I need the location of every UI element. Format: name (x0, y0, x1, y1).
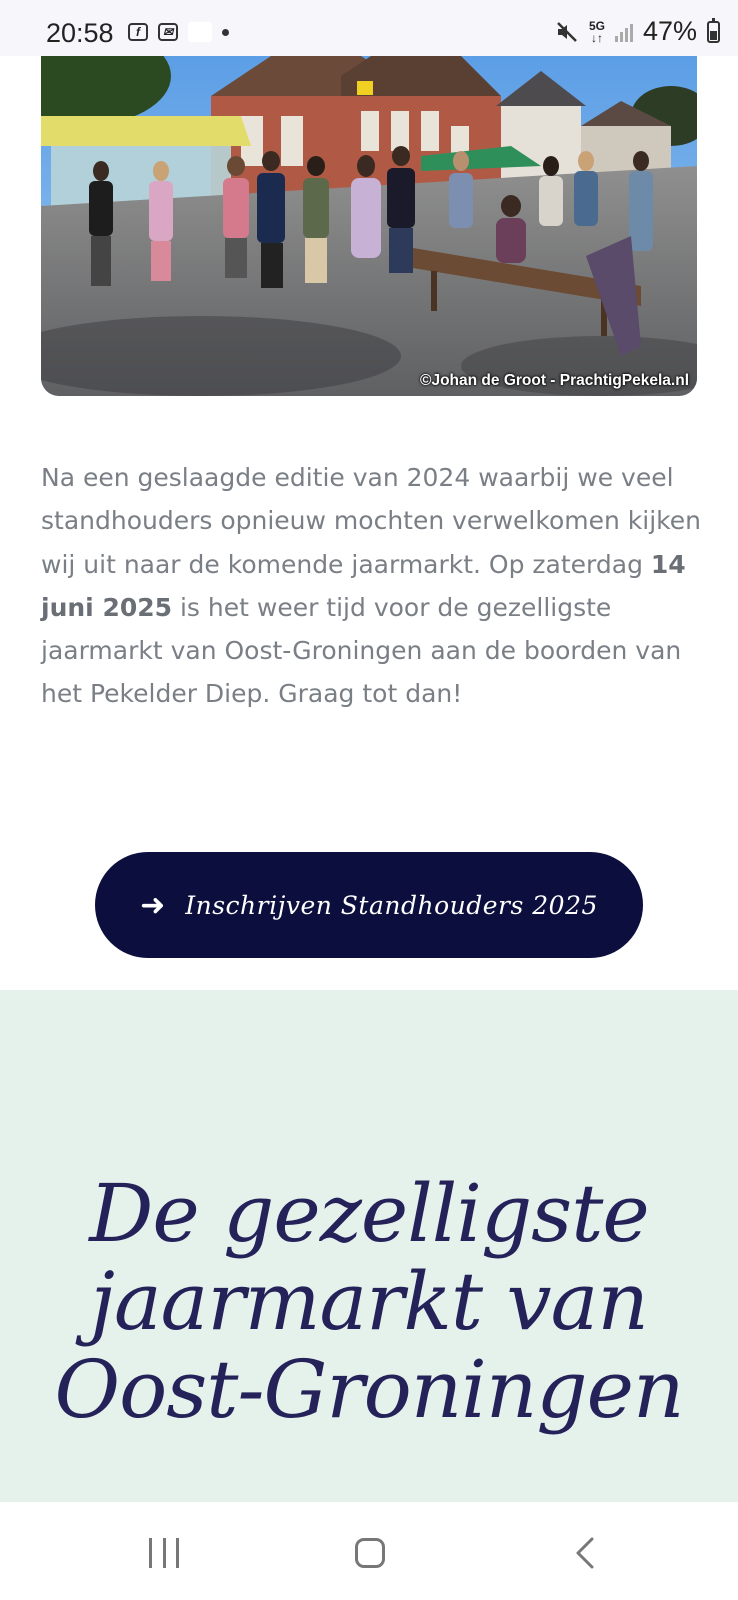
home-icon[interactable] (355, 1538, 385, 1568)
status-time: 20:58 (46, 18, 114, 48)
battery-percent: 47% (642, 16, 697, 46)
intro-paragraph (41, 456, 706, 716)
status-bar (0, 0, 738, 56)
event-date: 14 juni 2025 (41, 549, 686, 622)
system-navigation-bar (0, 1502, 738, 1600)
register-vendors-button[interactable] (95, 852, 643, 958)
register-vendors-label: Inschrijven Standhouders 2025 (185, 890, 598, 920)
status-notification-icons (128, 22, 229, 42)
mute-icon (555, 20, 579, 44)
market-photo (41, 56, 697, 396)
network-type: 5G ↓↑ (588, 18, 605, 45)
intro-text-part1: Na een geslaagde editie van 2024 waarbij we veel standhouders opnieuw mochten verwelkomen kijken wij uit naar de komende jaarmarkt. Op zaterdag (41, 463, 701, 579)
notification-icon: f (128, 23, 148, 41)
battery-icon (707, 21, 720, 43)
recent-apps-icon[interactable] (149, 1538, 179, 1568)
headline-line-2: jaarmarkt van (90, 1255, 648, 1348)
mail-icon: ✉ (158, 23, 178, 41)
dot-icon (222, 29, 229, 36)
signal-icon (615, 22, 633, 42)
photo-credit: ©Johan de Groot - PrachtigPekela.nl (420, 372, 689, 389)
headline-line-3: Oost-Groningen (54, 1343, 684, 1436)
headline-line-1: De gezelligste (89, 1167, 649, 1260)
hidden-notification-icon (188, 22, 212, 42)
back-icon[interactable] (568, 1536, 602, 1570)
intro-text-part2: is het weer tijd voor de gezelligste jaarmarkt van Oost-Groningen aan de boorden van het Pekelder Diep. Graag tot dan! (41, 592, 682, 709)
headline (20, 1167, 718, 1436)
arrow-right-icon: ➜ (140, 887, 166, 923)
status-system-icons (555, 16, 720, 47)
